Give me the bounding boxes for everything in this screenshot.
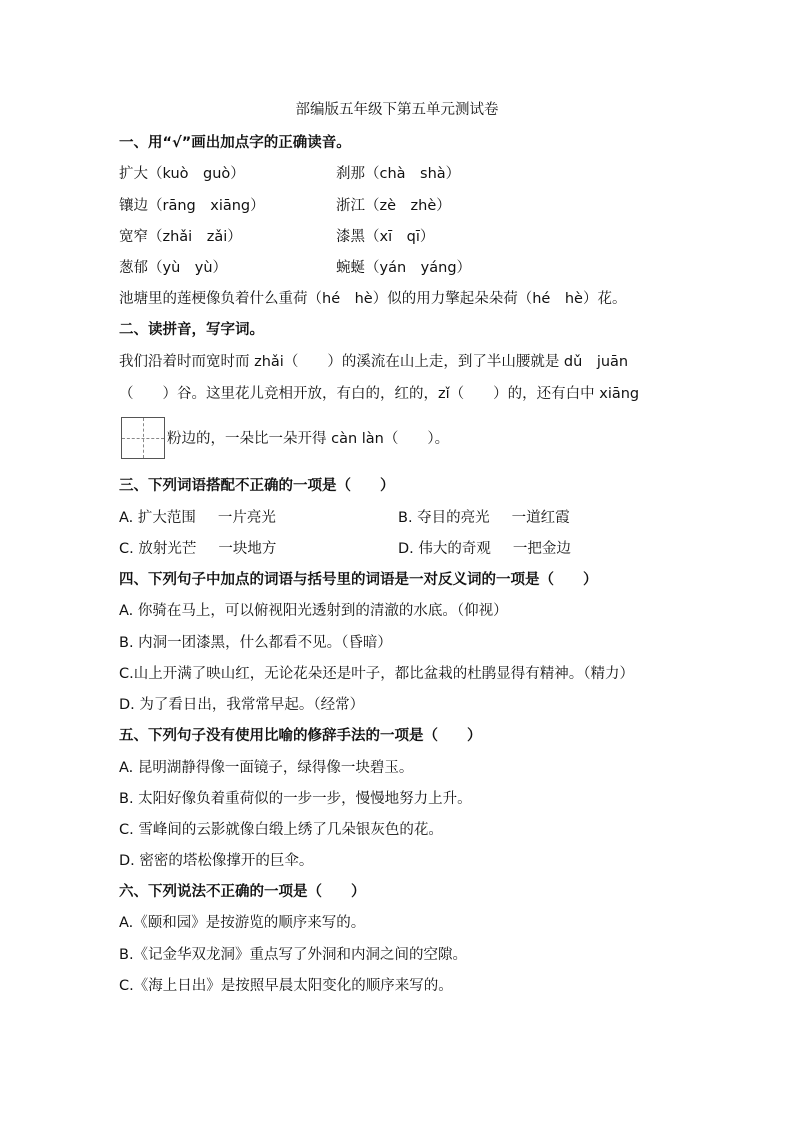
q3-option-d bbox=[398, 539, 571, 559]
q6-option-b: B.《记金华双龙洞》重点写了外洞和内洞之间的空隙。 bbox=[119, 947, 468, 963]
q1-sentence: 池塘里的莲梗像负着什么重荷（hé hè）似的用力擎起朵朵荷（hé hè）花。 bbox=[119, 291, 627, 307]
q5-option-c: C. 雪峰间的云影就像白缎上绣了几朵银灰色的花。 bbox=[119, 822, 443, 838]
q1-item-right-4: 蜿蜒（yán yáng） bbox=[336, 260, 472, 276]
q3-option-b-rest: 一道红霞 bbox=[511, 510, 570, 526]
q4-option-c: C.山上开满了映山红，无论花朵还是叶子，都比盆栽的杜鹃显得有精神。（精力） bbox=[119, 666, 634, 682]
q3-option-a-rest: 一片亮光 bbox=[217, 510, 276, 526]
q5-option-b: B. 太阳好像负着重荷似的一步一步，慢慢地努力上升。 bbox=[119, 791, 472, 807]
writing-grid-box[interactable] bbox=[121, 417, 165, 459]
q1-item-right-1: 刹那（chà shà） bbox=[336, 166, 461, 182]
q3-option-b-label: B. 夺目的亮光 bbox=[398, 510, 490, 526]
q4-option-b: B. 内洞一团漆黑，什么都看不见。（昏暗） bbox=[119, 635, 392, 651]
q1-item-right-2: 浙江（zè zhè） bbox=[336, 198, 451, 214]
q4-option-a: A. 你骑在马上，可以俯视阳光透射到的清澈的水底。（仰视） bbox=[119, 603, 508, 619]
q5-option-a: A. 昆明湖静得像一面镜子，绿得像一块碧玉。 bbox=[119, 760, 414, 776]
q6-option-a: A.《颐和园》是按游览的顺序来写的。 bbox=[119, 915, 366, 931]
q3-option-c bbox=[119, 539, 276, 559]
q3-option-c-rest: 一块地方 bbox=[218, 541, 277, 557]
q3-option-a-label: A. 扩大范围 bbox=[119, 510, 196, 526]
q1-item-right-3: 漆黑（xī qī） bbox=[336, 229, 435, 245]
q5-option-d: D. 密密的塔松像撑开的巨伞。 bbox=[119, 853, 314, 869]
q5-heading: 五、下列句子没有使用比喻的修辞手法的一项是（ ） bbox=[119, 728, 482, 744]
q6-heading: 六、下列说法不正确的一项是（ ） bbox=[119, 884, 366, 900]
q1-item-left-2: 镶边（rāng xiāng） bbox=[119, 198, 265, 214]
q1-item-left-1: 扩大（kuò guò） bbox=[119, 166, 245, 182]
q3-option-c-label: C. 放射光芒 bbox=[119, 541, 197, 557]
q2-heading: 二、读拼音，写字词。 bbox=[119, 322, 264, 338]
q2-line-2: （ ）谷。这里花儿竞相开放，有白的，红的，zǐ（ ）的，还有白中 xiāng bbox=[119, 386, 640, 402]
q4-option-d: D. 为了看日出，我常常早起。（经常） bbox=[119, 697, 365, 713]
q3-option-b bbox=[398, 508, 570, 528]
q1-item-left-3: 宽窄（zhǎi zǎi） bbox=[119, 229, 242, 245]
q3-heading: 三、下列词语搭配不正确的一项是（ ） bbox=[119, 478, 395, 494]
q1-heading: 一、用“√”画出加点字的正确读音。 bbox=[119, 135, 351, 151]
q3-option-a bbox=[119, 508, 276, 528]
page-title: 部编版五年级下第五单元测试卷 bbox=[295, 102, 499, 118]
q6-option-c: C.《海上日出》是按照早晨太阳变化的顺序来写的。 bbox=[119, 978, 453, 994]
q1-item-left-4: 葱郁（yù yù） bbox=[119, 260, 228, 276]
q3-option-d-label: D. 伟大的奇观 bbox=[398, 541, 491, 557]
q4-heading: 四、下列句子中加点的词语与括号里的词语是一对反义词的一项是（ ） bbox=[119, 572, 598, 588]
q3-option-d-rest: 一把金边 bbox=[512, 541, 571, 557]
q2-line-1: 我们沿着时而宽时而 zhǎi（ ）的溪流在山上走，到了半山腰就是 dǔ juān bbox=[119, 354, 629, 370]
q2-line-3: 粉边的，一朵比一朵开得 càn làn（ ）。 bbox=[167, 431, 450, 447]
